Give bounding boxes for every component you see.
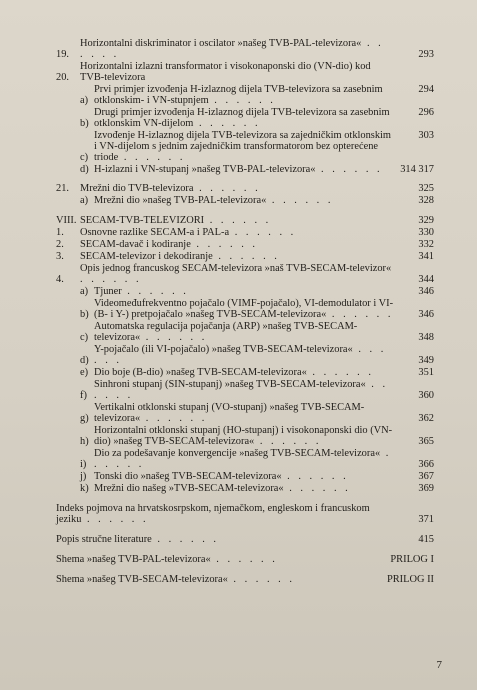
leader-dots: . . . . . . <box>94 344 387 366</box>
entry-page: 344 <box>418 274 434 285</box>
toc-subentry <box>56 298 434 320</box>
entry-page: 348 <box>418 332 434 343</box>
entry-page: 415 <box>418 534 434 545</box>
leader-dots: . . . . . . <box>283 483 351 494</box>
leader-dots: . . . . . . <box>229 227 297 238</box>
toc-subentry <box>56 164 434 175</box>
leader-dots: . . . . . . <box>193 183 261 194</box>
leader-dots: . . . . . . <box>227 574 295 585</box>
index-entry <box>56 503 434 525</box>
toc-entry <box>56 227 434 238</box>
entry-number: 2. <box>56 239 64 250</box>
entry-title: Videomeđufrekventno pojačalo (VIMF-pojačalo), VI-demodulator i VI-(B- i Y-) pretpojačalo »našeg TVB-SECAM-televizora« . . . . . . <box>94 298 394 320</box>
leader-dots: . . . . . . <box>81 514 149 525</box>
entry-page: 325 <box>418 183 434 194</box>
entry-number: 4. <box>56 274 64 285</box>
entry-title: Mrežni dio TVB-televizora . . . . . . <box>80 183 261 194</box>
leader-dots: . . . . . . <box>315 164 383 175</box>
entry-page: 360 <box>418 390 434 401</box>
toc-subentry <box>56 379 434 401</box>
chapter-title: SECAM-TVB-TELEVIZORI . . . . . . <box>80 215 272 226</box>
entry-page: 371 <box>418 514 434 525</box>
entry-page: 346 <box>418 309 434 320</box>
leader-dots: . . . . . . <box>204 215 272 226</box>
leader-dots: . . . . . . <box>208 95 276 106</box>
entry-title: Horizontalni otklonski stupanj (HO-stupanj) i visokonaponski dio (VN-dio) »našeg TVB-SECAM-televizora« . . . . . . <box>94 425 393 447</box>
toc-subentry <box>56 195 434 206</box>
entry-title: Popis stručne literature . . . . . . <box>56 534 219 545</box>
entry-page: 329 <box>418 215 434 226</box>
chapter-number: VIII. <box>56 215 77 226</box>
toc-entry <box>56 239 434 250</box>
entry-title: Izvođenje H-izlaznog dijela TVB-televizora sa zajedničkim otklonskim i VN-dijelom s jednim zajedničkim transformatorom bez opterećene triode . . . . . . <box>94 130 391 163</box>
entry-number: a) <box>80 95 89 106</box>
toc-subentry <box>56 321 434 343</box>
toc-subentry <box>56 367 434 378</box>
literature-entry <box>56 534 434 545</box>
entry-number: b) <box>80 309 89 320</box>
entry-page: 366 <box>418 459 434 470</box>
entry-number: 3. <box>56 251 64 262</box>
entry-title: Indeks pojmova na hrvatskosrpskom, njemačkom, engleskom i francuskom jeziku . . . . . . <box>56 503 370 525</box>
entry-title: Shema »našeg TVB-SECAM-televizora« . . . . . . <box>56 574 295 585</box>
entry-title: Mrežni dio našeg »TVB-SECAM-televizora« . . . . . . <box>94 483 351 494</box>
entry-number: i) <box>80 459 87 470</box>
toc-subentry <box>56 286 434 297</box>
entry-number: f) <box>80 390 87 401</box>
entry-title: Vertikalni otklonski stupanj (VO-stupanj) »našeg TVB-SECAM-televizora« . . . . . . <box>94 402 365 424</box>
entry-page: 365 <box>418 436 434 447</box>
entry-title: Y-pojačalo (ili VI-pojačalo) »našeg TVB-SECAM-televizora« . . . . . . <box>94 344 387 366</box>
entry-title: H-izlazni i VN-stupanj »našeg TVB-PAL-televizora« . . . . . . <box>94 164 383 175</box>
toc-subentry <box>56 425 434 447</box>
toc-entry <box>56 251 434 262</box>
entry-number: g) <box>80 413 89 424</box>
toc-entry <box>56 183 434 194</box>
page-number: 7 <box>436 659 442 671</box>
entry-number: 20. <box>56 72 69 83</box>
entry-title: Opis jednog francuskog SECAM-televizora »naš TVB-SECAM-televizor« . . . . . . <box>80 263 392 285</box>
leader-dots: . . . . . . <box>190 239 258 250</box>
entry-page: 332 <box>418 239 434 250</box>
entry-number: a) <box>80 195 89 206</box>
entry-title: Sinhroni stupanj (SIN-stupanj) »našeg TVB-SECAM-televizora« . . . . . . <box>94 379 389 401</box>
leader-dots: . . . . . . <box>326 309 394 320</box>
entry-number: k) <box>80 483 89 494</box>
entry-page: 328 <box>418 195 434 206</box>
entry-page: PRILOG II <box>386 574 434 585</box>
entry-number: h) <box>80 436 89 447</box>
entry-page: PRILOG I <box>390 554 434 565</box>
entry-page: 294 <box>418 84 434 95</box>
leader-dots: . . . . . . <box>210 554 278 565</box>
entry-page: 330 <box>418 227 434 238</box>
leader-dots: . . . . . . <box>151 534 219 545</box>
leader-dots: . . . . . . <box>140 332 208 343</box>
entry-page: 314 317 <box>400 164 434 175</box>
entry-page: 369 <box>418 483 434 494</box>
entry-page: 346 <box>418 286 434 297</box>
leader-dots: . . . . . . <box>80 38 384 60</box>
entry-number: d) <box>80 355 89 366</box>
toc-subentry <box>56 402 434 424</box>
entry-title: Horizontalni izlazni transformator i visokonaponski dio (VN-dio) kod TVB-televizora <box>80 61 371 83</box>
entry-page: 349 <box>418 355 434 366</box>
toc-subentry <box>56 471 434 482</box>
leader-dots: . . . . . . <box>254 436 322 447</box>
entry-number: a) <box>80 286 89 297</box>
entry-number: c) <box>80 332 89 343</box>
leader-dots: . . . . . . <box>118 152 186 163</box>
entry-title: SECAM-davač i kodiranje . . . . . . <box>80 239 258 250</box>
toc-subentry <box>56 130 434 163</box>
entry-page: 296 <box>418 107 434 118</box>
entry-title: Dio boje (B-dio) »našeg TVB-SECAM-televizora« . . . . . . <box>94 367 374 378</box>
entry-title: Shema »našeg TVB-PAL-televizora« . . . . . . <box>56 554 278 565</box>
leader-dots: . . . . . . <box>94 379 389 401</box>
entry-number: 21. <box>56 183 69 194</box>
leader-dots: . . . . . . <box>212 251 280 262</box>
leader-dots: . . . . . . <box>266 195 334 206</box>
entry-page: 351 <box>418 367 434 378</box>
entry-number: 1. <box>56 227 64 238</box>
entry-number: b) <box>80 118 89 129</box>
leader-dots: . . . . . . <box>140 413 208 424</box>
entry-title: Horizontalni diskriminator i oscilator »našeg TVB-PAL-televizora« . . . . . . <box>80 38 384 60</box>
toc-subentry <box>56 344 434 366</box>
entry-title: Tonski dio »našeg TVB-SECAM-televizora« . . . . . . <box>94 471 349 482</box>
entry-page: 367 <box>418 471 434 482</box>
leader-dots: . . . . . . <box>306 367 374 378</box>
toc-subentry <box>56 448 434 470</box>
entry-title: Mrežni dio »našeg TVB-PAL-televizora« . . . . . . <box>94 195 334 206</box>
entry-number: c) <box>80 152 89 163</box>
leader-dots: . . . . . . <box>80 274 142 285</box>
entry-page: 341 <box>418 251 434 262</box>
entry-title: Osnovne razlike SECAM-a i PAL-a . . . . . . <box>80 227 297 238</box>
entry-title: Tjuner . . . . . . <box>94 286 189 297</box>
toc-subentry <box>56 84 434 106</box>
entry-page: 362 <box>418 413 434 424</box>
leader-dots: . . . . . . <box>121 286 189 297</box>
toc-subentry <box>56 107 434 129</box>
entry-number: e) <box>80 367 89 378</box>
entry-title: SECAM-televizor i dekodiranje . . . . . . <box>80 251 280 262</box>
leader-dots: . . . . . . <box>281 471 349 482</box>
toc-subentry <box>56 483 434 494</box>
toc-entry <box>56 263 434 285</box>
entry-number: j) <box>80 471 87 482</box>
entry-title: Dio za podešavanje konvergencije »našeg TVB-SECAM-televizora« . . . . . . <box>94 448 392 470</box>
entry-number: d) <box>80 164 89 175</box>
toc-entry <box>56 61 434 83</box>
leader-dots: . . . . . . <box>193 118 261 129</box>
leader-dots: . . . . . . <box>94 448 392 470</box>
schematic-entry <box>56 554 434 565</box>
entry-number: 19. <box>56 49 69 60</box>
schematic-entry <box>56 574 434 585</box>
entry-page: 293 <box>418 49 434 60</box>
table-of-contents <box>56 38 434 585</box>
entry-title: Prvi primjer izvođenja H-izlaznog dijela TVB-televizora sa zasebnim otklonskim- i VN-stupnjem . . . . . . <box>94 84 383 106</box>
entry-title: Drugi primjer izvođenja H-izlaznog dijela TVB-televizora sa zasebnim otklonskim VN-dijelom . . . . . . <box>94 107 390 129</box>
entry-title: Automatska regulacija pojačanja (ARP) »našeg TVB-SECAM-televizora« . . . . . . <box>94 321 358 343</box>
toc-chapter-heading <box>56 215 434 226</box>
entry-page: 303 <box>418 130 434 141</box>
toc-entry <box>56 38 434 60</box>
